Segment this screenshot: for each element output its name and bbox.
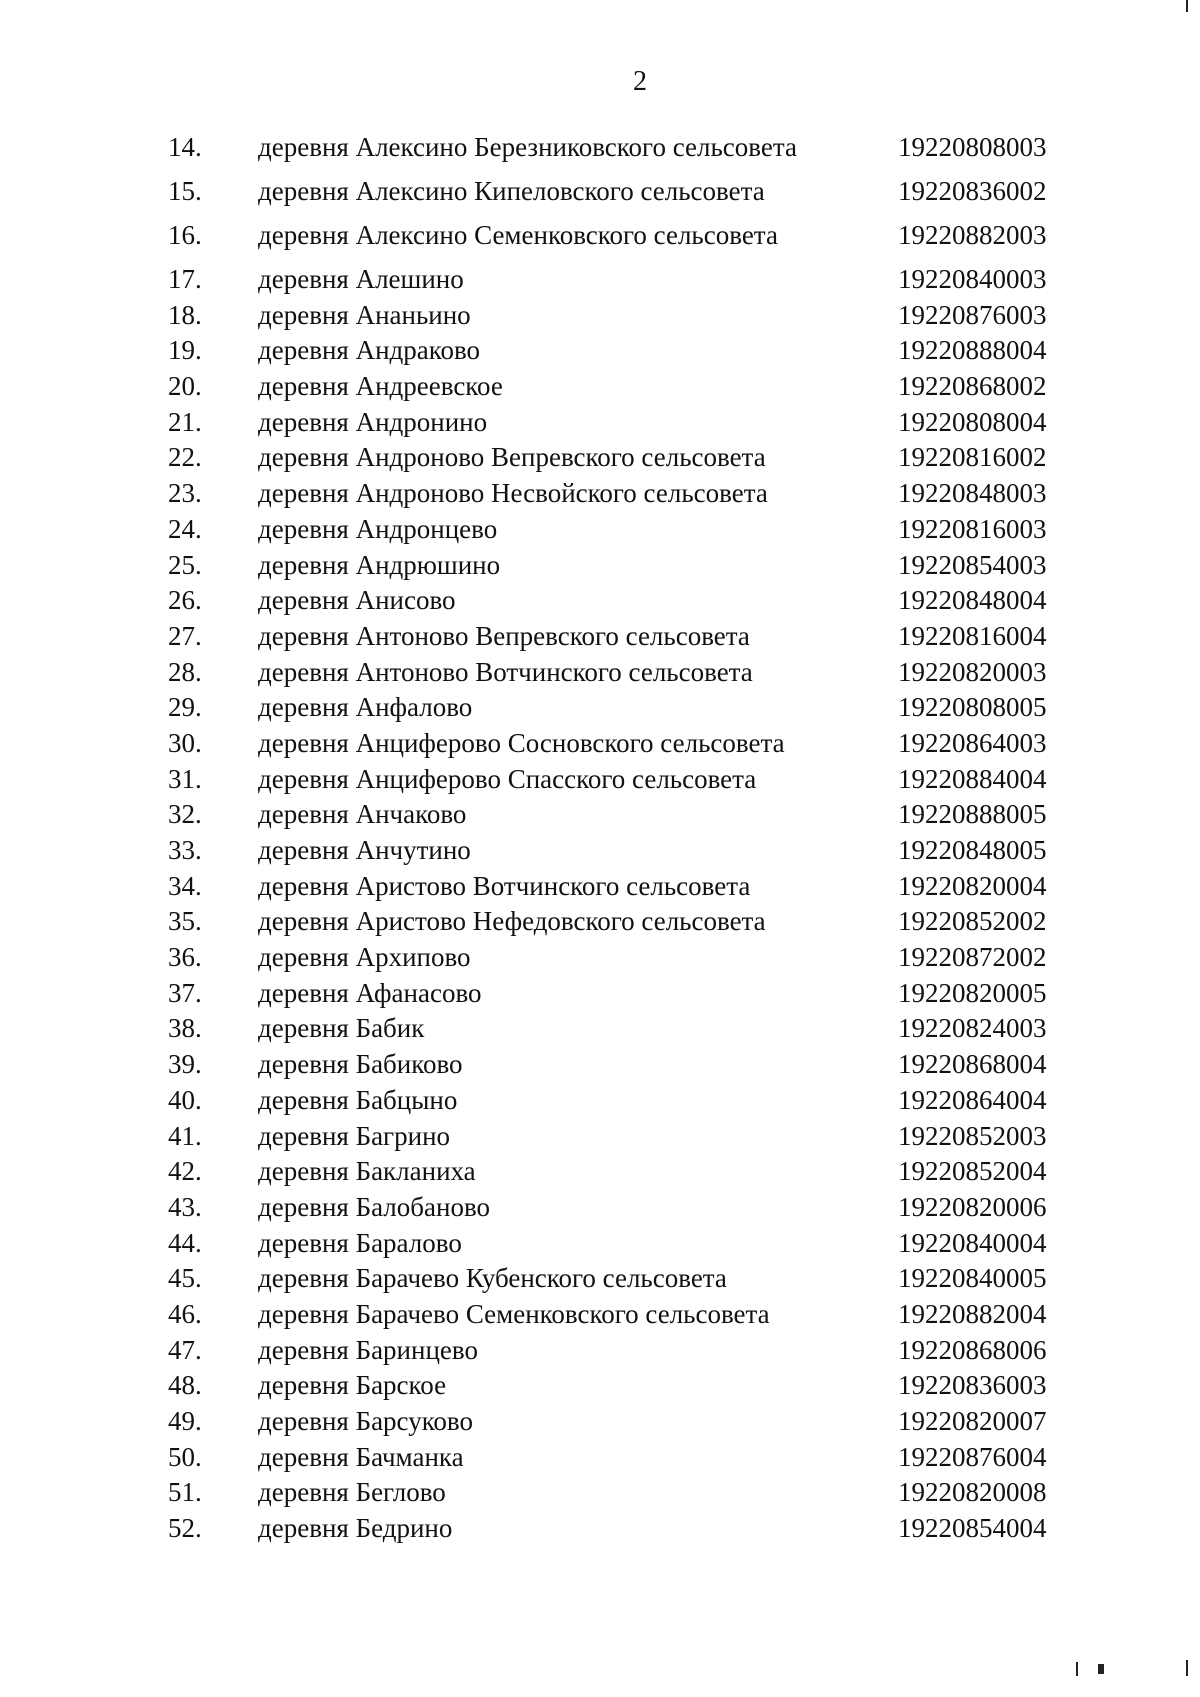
oktmo-code: 19220808003: [898, 132, 1047, 162]
row-number: 19.: [168, 335, 202, 366]
row-number: 16.: [168, 220, 202, 250]
settlement-name: деревня Барачево Семенковского сельсовета: [258, 1298, 770, 1329]
row-number: 21.: [168, 406, 202, 437]
settlement-name: деревня Ананьино: [258, 299, 471, 330]
row-number: 26.: [168, 585, 202, 616]
list-row: [0, 369, 1200, 405]
row-number: 45.: [168, 1263, 202, 1294]
oktmo-code: 19220888004: [898, 335, 1047, 366]
list-row: [0, 833, 1200, 869]
oktmo-code: 19220816004: [898, 620, 1047, 651]
settlement-name: деревня Барское: [258, 1370, 447, 1401]
oktmo-code: 19220820007: [898, 1406, 1047, 1436]
settlement-name: деревня Алексино Березниковского сельсовета: [258, 132, 797, 162]
oktmo-code: 19220872002: [898, 942, 1047, 973]
row-number: 41.: [168, 1120, 202, 1151]
list-row: [0, 1368, 1200, 1404]
row-number: 33.: [168, 835, 202, 865]
row-number: 50.: [168, 1441, 202, 1472]
settlement-name: деревня Бабик: [258, 1013, 425, 1044]
oktmo-code: 19220840003: [898, 264, 1047, 294]
list-row: [0, 405, 1200, 441]
settlement-name: деревня Анциферово Спасского сельсовета: [258, 763, 757, 794]
row-number: 40.: [168, 1084, 202, 1115]
oktmo-code: 19220888005: [898, 799, 1047, 830]
list-row: [0, 726, 1200, 762]
row-number: 15.: [168, 176, 202, 206]
settlement-name: деревня Андрюшино: [258, 549, 501, 580]
settlement-name: деревня Багрино: [258, 1120, 451, 1151]
settlement-name: деревня Бабцыно: [258, 1084, 458, 1115]
list-row: [0, 218, 1200, 262]
settlement-name: деревня Алексино Семенковского сельсовета: [258, 220, 778, 250]
row-number: 49.: [168, 1406, 202, 1436]
oktmo-code: 19220876003: [898, 299, 1047, 330]
list-row: [0, 174, 1200, 218]
list-row: [0, 1404, 1200, 1440]
scan-mark-bottom-right: [1076, 1662, 1078, 1676]
list-row: [0, 440, 1200, 476]
settlement-name: деревня Алексино Кипеловского сельсовета: [258, 176, 765, 206]
list-row: [0, 904, 1200, 940]
oktmo-code: 19220884004: [898, 763, 1047, 794]
settlement-name: деревня Баринцево: [258, 1334, 478, 1365]
oktmo-code: 19220854004: [898, 1513, 1047, 1544]
row-number: 14.: [168, 132, 202, 162]
scan-mark-bottom-right-2: [1098, 1664, 1104, 1674]
settlement-name: деревня Афанасово: [258, 977, 482, 1008]
list-row: [0, 1190, 1200, 1226]
oktmo-code: 19220836002: [898, 176, 1047, 206]
oktmo-code: 19220852004: [898, 1156, 1047, 1187]
oktmo-code: 19220868002: [898, 371, 1047, 402]
oktmo-code: 19220824003: [898, 1013, 1047, 1044]
oktmo-code: 19220816003: [898, 513, 1047, 544]
list-row: [0, 655, 1200, 691]
list-row: [0, 690, 1200, 726]
oktmo-code: 19220864003: [898, 727, 1047, 758]
oktmo-code: 19220852003: [898, 1120, 1047, 1151]
row-number: 44.: [168, 1227, 202, 1258]
list-row: [0, 1011, 1200, 1047]
list-row: [0, 1154, 1200, 1190]
oktmo-code: 19220840005: [898, 1263, 1047, 1294]
oktmo-code: 19220868004: [898, 1049, 1047, 1080]
settlement-name: деревня Анфалово: [258, 692, 473, 723]
settlement-name: деревня Барачево Кубенского сельсовета: [258, 1263, 727, 1294]
row-number: 34.: [168, 870, 202, 901]
row-number: 31.: [168, 763, 202, 794]
list-row: [0, 298, 1200, 334]
settlement-name: деревня Алешино: [258, 264, 464, 294]
list-row: [0, 976, 1200, 1012]
oktmo-code: 19220882004: [898, 1298, 1047, 1329]
settlement-name: деревня Балобаново: [258, 1191, 491, 1222]
row-number: 37.: [168, 977, 202, 1008]
oktmo-code: 19220868006: [898, 1334, 1047, 1365]
oktmo-code: 19220864004: [898, 1084, 1047, 1115]
row-number: 47.: [168, 1334, 202, 1365]
row-number: 25.: [168, 549, 202, 580]
settlement-name: деревня Бачманка: [258, 1441, 464, 1472]
oktmo-code: 19220852002: [898, 906, 1047, 937]
settlement-name: деревня Бабиково: [258, 1049, 463, 1080]
list-row: [0, 1083, 1200, 1119]
oktmo-code: 19220854003: [898, 549, 1047, 580]
settlement-name: деревня Аристово Вотчинского сельсовета: [258, 870, 751, 901]
oktmo-code: 19220820004: [898, 870, 1047, 901]
row-number: 18.: [168, 299, 202, 330]
row-number: 32.: [168, 799, 202, 830]
settlement-name: деревня Бедрино: [258, 1513, 453, 1544]
scan-mark-bottom-right-3: [1186, 1660, 1188, 1676]
settlement-name: деревня Андроново Несвойского сельсовета: [258, 478, 768, 509]
list-row: [0, 1226, 1200, 1262]
row-number: 24.: [168, 513, 202, 544]
row-number: 29.: [168, 692, 202, 723]
row-number: 28.: [168, 656, 202, 687]
list-row: [0, 476, 1200, 512]
settlement-name: деревня Аристово Нефедовского сельсовета: [258, 906, 766, 937]
row-number: 17.: [168, 264, 202, 294]
settlement-name: деревня Андреевское: [258, 371, 503, 402]
oktmo-code: 19220848003: [898, 478, 1047, 509]
settlement-name: деревня Андроново Вепревского сельсовета: [258, 442, 766, 473]
settlement-name: деревня Андраково: [258, 335, 481, 366]
row-number: 43.: [168, 1191, 202, 1222]
oktmo-code: 19220808005: [898, 692, 1047, 723]
settlement-name: деревня Бакланиха: [258, 1156, 476, 1187]
row-number: 42.: [168, 1156, 202, 1187]
settlement-name: деревня Архипово: [258, 942, 471, 973]
list-row: [0, 869, 1200, 905]
row-number: 51.: [168, 1477, 202, 1508]
settlement-name: деревня Анциферово Сосновского сельсовета: [258, 727, 785, 758]
list-row: [0, 548, 1200, 584]
page-number: 2: [633, 66, 647, 97]
oktmo-code: 19220820003: [898, 656, 1047, 687]
row-number: 39.: [168, 1049, 202, 1080]
list-row: [0, 619, 1200, 655]
settlement-name: деревня Андронцево: [258, 513, 498, 544]
settlement-name: деревня Антоново Вотчинского сельсовета: [258, 656, 753, 687]
list-row: [0, 512, 1200, 548]
settlement-name: деревня Андронино: [258, 406, 488, 437]
row-number: 22.: [168, 442, 202, 473]
oktmo-code: 19220820006: [898, 1191, 1047, 1222]
list-row: [0, 1333, 1200, 1369]
list-row: [0, 1297, 1200, 1333]
list-row: [0, 1475, 1200, 1511]
oktmo-code: 19220840004: [898, 1227, 1047, 1258]
row-number: 23.: [168, 478, 202, 509]
list-row: [0, 262, 1200, 298]
settlement-name: деревня Беглово: [258, 1477, 446, 1508]
list-row: [0, 1119, 1200, 1155]
list-row: [0, 940, 1200, 976]
oktmo-code: 19220876004: [898, 1441, 1047, 1472]
oktmo-code: 19220820005: [898, 977, 1047, 1008]
oktmo-code: 19220882003: [898, 220, 1047, 250]
row-number: 46.: [168, 1298, 202, 1329]
list-row: [0, 333, 1200, 369]
settlement-name: деревня Анчутино: [258, 835, 471, 865]
settlement-name: деревня Барсуково: [258, 1406, 473, 1436]
list-row: [0, 583, 1200, 619]
oktmo-code: 19220836003: [898, 1370, 1047, 1401]
row-number: 30.: [168, 727, 202, 758]
row-number: 20.: [168, 371, 202, 402]
list-row: [0, 1511, 1200, 1547]
oktmo-code: 19220848005: [898, 835, 1047, 865]
list-row: [0, 130, 1200, 174]
row-number: 52.: [168, 1513, 202, 1544]
oktmo-code: 19220808004: [898, 406, 1047, 437]
list-row: [0, 797, 1200, 833]
oktmo-code: 19220848004: [898, 585, 1047, 616]
settlement-name: деревня Анисово: [258, 585, 456, 616]
row-number: 27.: [168, 620, 202, 651]
row-number: 38.: [168, 1013, 202, 1044]
settlement-name: деревня Анчаково: [258, 799, 467, 830]
oktmo-code: 19220816002: [898, 442, 1047, 473]
list-row: [0, 1047, 1200, 1083]
settlement-list: [0, 130, 1200, 1547]
settlement-name: деревня Антоново Вепревского сельсовета: [258, 620, 750, 651]
settlement-name: деревня Баралово: [258, 1227, 462, 1258]
row-number: 36.: [168, 942, 202, 973]
scan-mark-top-right: [1186, 0, 1188, 12]
list-row: [0, 1440, 1200, 1476]
list-row: [0, 762, 1200, 798]
row-number: 48.: [168, 1370, 202, 1401]
row-number: 35.: [168, 906, 202, 937]
list-row: [0, 1261, 1200, 1297]
oktmo-code: 19220820008: [898, 1477, 1047, 1508]
